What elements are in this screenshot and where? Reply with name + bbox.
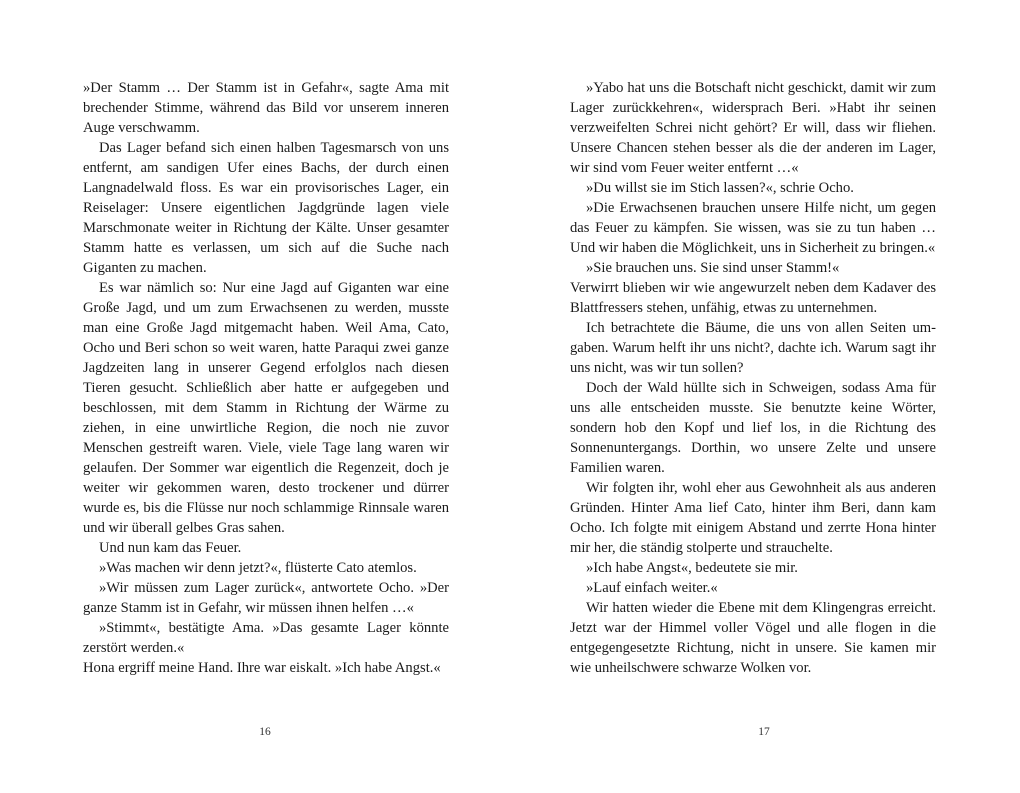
paragraph: »Lauf einfach weiter.« [586,580,718,596]
paragraph: »Wir müssen zum Lager zurück«, antwortete Ocho. »Der ganze Stamm ist in Gefahr, wir müssen ihnen helfen …« [83,580,449,616]
right-page [510,0,1020,793]
paragraph: »Ich habe Angst«, bedeutete sie mir. [586,560,798,576]
paragraph: Wir hatten wieder die Ebene mit dem Klingengras erreicht. Jetzt war der Himmel voller Vögel und alle flogen in die entgegengesetzte Richtung, nicht in unsere. Sie kamen mir wie unheilschwere schwarze Wolken vor. [570,600,936,676]
paragraph: Hona ergriff meine Hand. Ihre war eiskalt. »Ich habe Angst.« [83,660,441,676]
paragraph: »Stimmt«, bestätigte Ama. »Das gesamte Lager könnte zerstört werden.« [83,620,449,656]
paragraph: Ich betrachtete die Bäume, die uns von allen Seiten umgaben. Warum helft ihr uns nicht?, dachte ich. Warum sagt ihr uns nicht, was wir tun sollen? [570,320,936,376]
paragraph: Doch der Wald hüllte sich in Schweigen, sodass Ama für uns alle entscheiden musste. Sie benutzte keine Wörter, sondern hob den Kopf und lief los, in die Richtung des Sonnenuntergangs. Dorthin, wo unsere Zelte und unsere Familien waren. [570,380,936,476]
paragraph: »Sie brauchen uns. Sie sind unser Stamm!« [586,260,840,276]
paragraph: »Die Erwachsenen brauchen unsere Hilfe nicht, um gegen das Feuer zu kämpfen. Sie wissen, was sie zu tun haben … Und wir haben die Möglichkeit, uns in Sicherheit zu bringen.« [570,200,936,256]
paragraph: »Was machen wir denn jetzt?«, flüsterte Cato atemlos. [99,560,417,576]
paragraph: Das Lager befand sich einen halben Tagesmarsch von uns entfernt, am sandigen Ufer eines Bachs, der durch einen Langnadelwald floss. Es war ein provisorisches Lager, ein Reiselager: Unsere eigentlichen Jagdgründe lagen viele Marschmonate weiter in Richtung der Kälte. Unser gesamter Stamm hatte es verlassen, um sich auf die Suche nach Giganten zu machen. [83,140,449,276]
paragraph: Es war nämlich so: Nur eine Jagd auf Giganten war eine Große Jagd, und um zum Erwachsenen zu werden, musste man eine Große Jagd mitgemacht haben. Weil Ama, Cato, Ocho und Beri schon so weit waren, hatte Paraqui zwei ganze Jagdzeiten lang in unserer Gegend erfolglos nach diesen Tieren gesucht. Schließlich aber hatte er aufgegeben und beschlossen, mit dem Stamm in Richtung der Wärme zu ziehen, in eine unwirtliche Region, die noch nie zuvor Menschen gestreift waren. Viele, viele Tage lang waren wir gelaufen. Der Sommer war eigentlich die Regenzeit, doch je weiter wir gekommen waren, desto trockener und dürrer wurde es, bis die Flüsse nur noch schlammige Rinnsale waren und wir überall gelbes Gras sahen. [83,280,449,536]
paragraph: Und nun kam das Feuer. [99,540,242,556]
paragraph: »Du willst sie im Stich lassen?«, schrie Ocho. [586,180,854,196]
paragraph: »Yabo hat uns die Botschaft nicht geschickt, damit wir zum Lager zurückkehren«, widersprach Beri. »Habt ihr seinen verzweifelten Schrei nicht gehört? Er will, dass wir fliehen. Unsere Chancen stehen besser als die der anderen im Lager, wir sind vom Feuer weiter entfernt …« [570,80,936,176]
right-page-text [570,78,936,678]
page-number: 16 [259,726,271,738]
page-number: 17 [758,726,770,738]
paragraph: Verwirrt blieben wir wie angewurzelt neben dem Kadaver des Blattfressers stehen, unfähig, etwas zu unternehmen. [570,280,936,316]
left-page-text [83,78,449,678]
paragraph: Wir folgten ihr, wohl eher aus Gewohnheit als aus anderen Gründen. Hinter Ama lief Cato, hinter ihm Beri, dann kam Ocho. Ich folgte mit einigem Abstand und zerrte Hona hinter mir her, die ständig stolperte und strauchelte. [570,480,936,556]
paragraph: »Der Stamm … Der Stamm ist in Gefahr«, sagte Ama mit brechender Stimme, während das Bild vor unserem inneren Auge verschwamm. [83,80,449,136]
